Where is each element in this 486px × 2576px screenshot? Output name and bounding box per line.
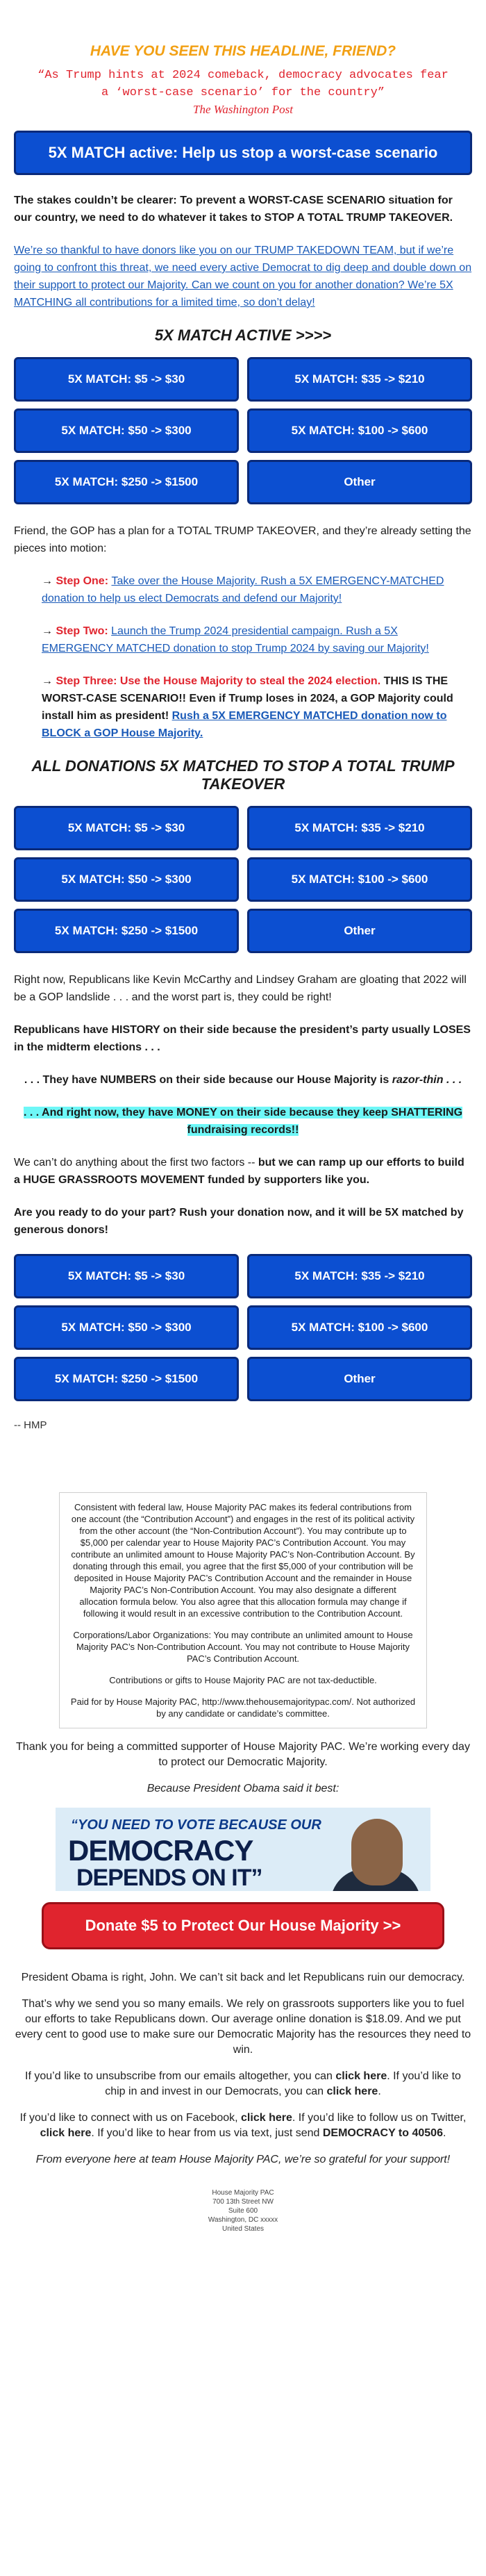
arrow-icon: → [42,675,56,687]
connect-text-b: . If you’d like to follow us on Twitter, [292,2112,467,2124]
obama-line-3: DEPENDS ON IT” [76,1865,262,1891]
disclaimer-accounts: Consistent with federal law, House Majority PAC makes its federal contributions from one account (the “Contribution Account”) and engages in the rest of its political activity from the other account (the “Non-Contribution Account”). You may contribute up to $5,000 per calendar year to House Majority PAC’s Contribution Account. You may contribute an unlimited amount to House Majority PAC’s Non-Contribution Account. By donating through this email, you agree that the first $5,000 of your contribution will be deposited in House Majority PAC’s Contribution Account and the remainder in House Majority PAC’s Non-Contribution Account. You may also designate a different allocation formula below. You also agree that this allocation formula may change if following it would result in an excessive contribution to the Contribution Account. [71,1502,415,1619]
address-line: Suite 600 [228,2207,258,2215]
quote-source: The Washington Post [193,103,293,116]
step-three [42,672,472,742]
donate-5-button[interactable]: 5X MATCH: $5 -> $30 [14,1254,239,1298]
ready-paragraph: Are you ready to do your part? Rush your donation now, and it will be 5X matched by generous donors! [14,1207,464,1236]
mailing-address [14,2188,472,2234]
connect-text-c: . If you’d like to hear from us via text, just send [91,2127,323,2139]
unsubscribe-link[interactable]: click here [335,2070,387,2082]
donation-grid-3 [14,1254,472,1401]
money-paragraph [14,1104,472,1139]
connect-text-a: If you’d like to connect with us on Facebook, [19,2112,242,2124]
disclaimer-corporations: Corporations/Labor Organizations: You may contribute an unlimited amount to House Majority PAC’s Non-Contribution Account. You may not contribute to House Majority PAC’s Contribution Account. [73,1630,413,1664]
donate-35-button[interactable]: 5X MATCH: $35 -> $210 [247,806,472,850]
republicans-paragraph: Right now, Republicans like Kevin McCarthy and Lindsey Graham are gloating that 2022 will be a GOP landslide . . . and the worst part is, they could be right! [14,974,467,1003]
grassroots-text-b: but we can ramp up our efforts to build a HUGE GRASSROOTS MOVEMENT funded by supporters like you. [14,1157,464,1186]
obama-right-text: President Obama is right, John. We can’t sit back and let Republicans ruin our democracy. [21,1972,465,1983]
donate-250-button[interactable]: 5X MATCH: $250 -> $1500 [14,460,239,504]
legal-disclaimer [59,1492,427,1728]
headline-quote: “As Trump hints at 2024 comeback, democracy advocates fear a ‘worst-case scenario’ for the country” [37,69,449,99]
address-line: House Majority PAC [212,2189,274,2197]
numbers-paragraph [14,1071,472,1089]
numbers-text: . . . They have NUMBERS on their side because our House Majority is [24,1074,392,1086]
signature: -- HMP [14,1419,47,1431]
unsub-text-b: . If you’d like to chip in and invest in our Democrats, you can [105,2070,461,2097]
step-three-link[interactable]: Rush a 5X EMERGENCY MATCHED donation now to BLOCK a GOP House Majority. [42,710,447,739]
step-two-label: Step Two: [56,625,112,637]
thank-you-text: Thank you for being a committed supporter of House Majority PAC. We’re working every day to protect our Democratic Majority. [16,1741,470,1768]
intro-paragraph: The stakes couldn’t be clearer: To prevent a WORST-CASE SCENARIO situation for our country, we need to do whatever it takes to STOP A TOTAL TRUMP TAKEOVER. [14,195,453,224]
period: . [442,2127,446,2139]
donate-50-button[interactable]: 5X MATCH: $50 -> $300 [14,857,239,902]
donate-other-button[interactable]: Other [247,460,472,504]
headline-question: HAVE YOU SEEN THIS HEADLINE, FRIEND? [90,43,396,59]
chip-in-link[interactable]: click here [326,2086,378,2097]
facebook-link[interactable]: click here [241,2112,292,2124]
money-text: . . . And right now, they have MONEY on their side because they keep SHATTERING fundraising records!! [23,1107,463,1136]
address-line: 700 13th Street NW [212,2198,274,2206]
email-body [14,0,472,2234]
gop-plan-paragraph: Friend, the GOP has a plan for a TOTAL TRUMP TAKEOVER, and they’re already setting the pieces into motion: [14,525,471,554]
arrow-icon: → [42,625,56,637]
step-two-link[interactable]: Launch the Trump 2024 presidential campaign. Rush a 5X EMERGENCY MATCHED donation to stop Trump 2024 by saving our Majority! [42,625,429,654]
connect-text [14,2111,472,2141]
arrow-icon: → [42,575,56,587]
unsubscribe-text [14,2069,472,2099]
donate-35-button[interactable]: 5X MATCH: $35 -> $210 [247,1254,472,1298]
obama-intro: Because President Obama said it best: [146,1783,340,1794]
paid-for-by: Paid for by House Majority PAC, http://www.thehousemajoritypac.com/. Not authorized by any candidate or candidate’s committee. [70,1696,416,1719]
donate-100-button[interactable]: 5X MATCH: $100 -> $600 [247,1305,472,1350]
match-banner-button[interactable]: 5X MATCH active: Help us stop a worst-case scenario [14,131,472,175]
all-matched-title: ALL DONATIONS 5X MATCHED TO STOP A TOTAL TRUMP TAKEOVER [31,757,455,793]
donate-50-button[interactable]: 5X MATCH: $50 -> $300 [14,408,239,453]
donate-250-button[interactable]: 5X MATCH: $250 -> $1500 [14,1357,239,1401]
step-one-label: Step One: [56,575,112,587]
obama-portrait-shape [351,1819,403,1885]
obama-line-2: DEMOCRACY [68,1834,253,1867]
razor-thin-text: razor-thin . . . [392,1074,462,1086]
thanks-donors-link[interactable]: We’re so thankful to have donors like you on our TRUMP TAKEDOWN TEAM, but if we’re going to confront this threat, we need every active Democrat to dig deep and double down on their support to protect our Majority. Can we count on you for another donation? We’re 5X MATCHING all contributions for a limited time, so don’t delay! [14,245,472,308]
donate-100-button[interactable]: 5X MATCH: $100 -> $600 [247,408,472,453]
donation-grid-2 [14,806,472,953]
unsub-text-a: If you’d like to unsubscribe from our emails altogether, you can [25,2070,336,2082]
donate-5-button[interactable]: 5X MATCH: $5 -> $30 [14,357,239,402]
step-three-label: Step Three: Use the House Majority to steal the 2024 election. [56,675,381,687]
step-three-text: THIS IS THE WORST-CASE SCENARIO!! Even if Trump loses in 2024, a GOP Majority could install him as president! [42,675,453,722]
closing-text: From everyone here at team House Majority PAC, we’re so grateful for your support! [35,2154,451,2165]
period: . [378,2086,381,2097]
text-code: DEMOCRACY to 40506 [322,2127,443,2139]
step-two [42,622,472,657]
donate-35-button[interactable]: 5X MATCH: $35 -> $210 [247,357,472,402]
donate-5-protect-button[interactable]: Donate $5 to Protect Our House Majority >> [42,1902,444,1949]
why-emails-text: That’s why we send you so many emails. We rely on grassroots supporters like you to fuel our efforts to take Republicans down. Our average online donation is $18.09. And we put every cent to good use to make sure our Democratic Majority has the resources they need to win. [15,1998,471,2056]
donate-other-button[interactable]: Other [247,1357,472,1401]
grassroots-paragraph [14,1154,472,1189]
address-line: Washington, DC xxxxx [208,2216,278,2224]
obama-line-1: “YOU NEED TO VOTE BECAUSE OUR [71,1817,321,1833]
step-one [42,572,472,607]
twitter-link[interactable]: click here [40,2127,92,2139]
match-active-title: 5X MATCH ACTIVE >>>> [154,327,332,344]
obama-quote-image[interactable] [56,1808,430,1891]
disclaimer-tax: Contributions or gifts to House Majority PAC are not tax-deductible. [109,1675,377,1685]
grassroots-text-a: We can’t do anything about the first two factors -- [14,1157,258,1169]
address-line: United States [221,2225,265,2233]
history-paragraph: Republicans have HISTORY on their side because the president’s party usually LOSES in the midterm elections . . . [14,1024,471,1053]
donate-250-button[interactable]: 5X MATCH: $250 -> $1500 [14,909,239,953]
donate-50-button[interactable]: 5X MATCH: $50 -> $300 [14,1305,239,1350]
donate-100-button[interactable]: 5X MATCH: $100 -> $600 [247,857,472,902]
step-one-link[interactable]: Take over the House Majority. Rush a 5X EMERGENCY-MATCHED donation to help us elect Democrats and defend our Majority! [42,575,444,604]
donate-5-button[interactable]: 5X MATCH: $5 -> $30 [14,806,239,850]
donate-other-button[interactable]: Other [247,909,472,953]
donation-grid-1 [14,357,472,504]
